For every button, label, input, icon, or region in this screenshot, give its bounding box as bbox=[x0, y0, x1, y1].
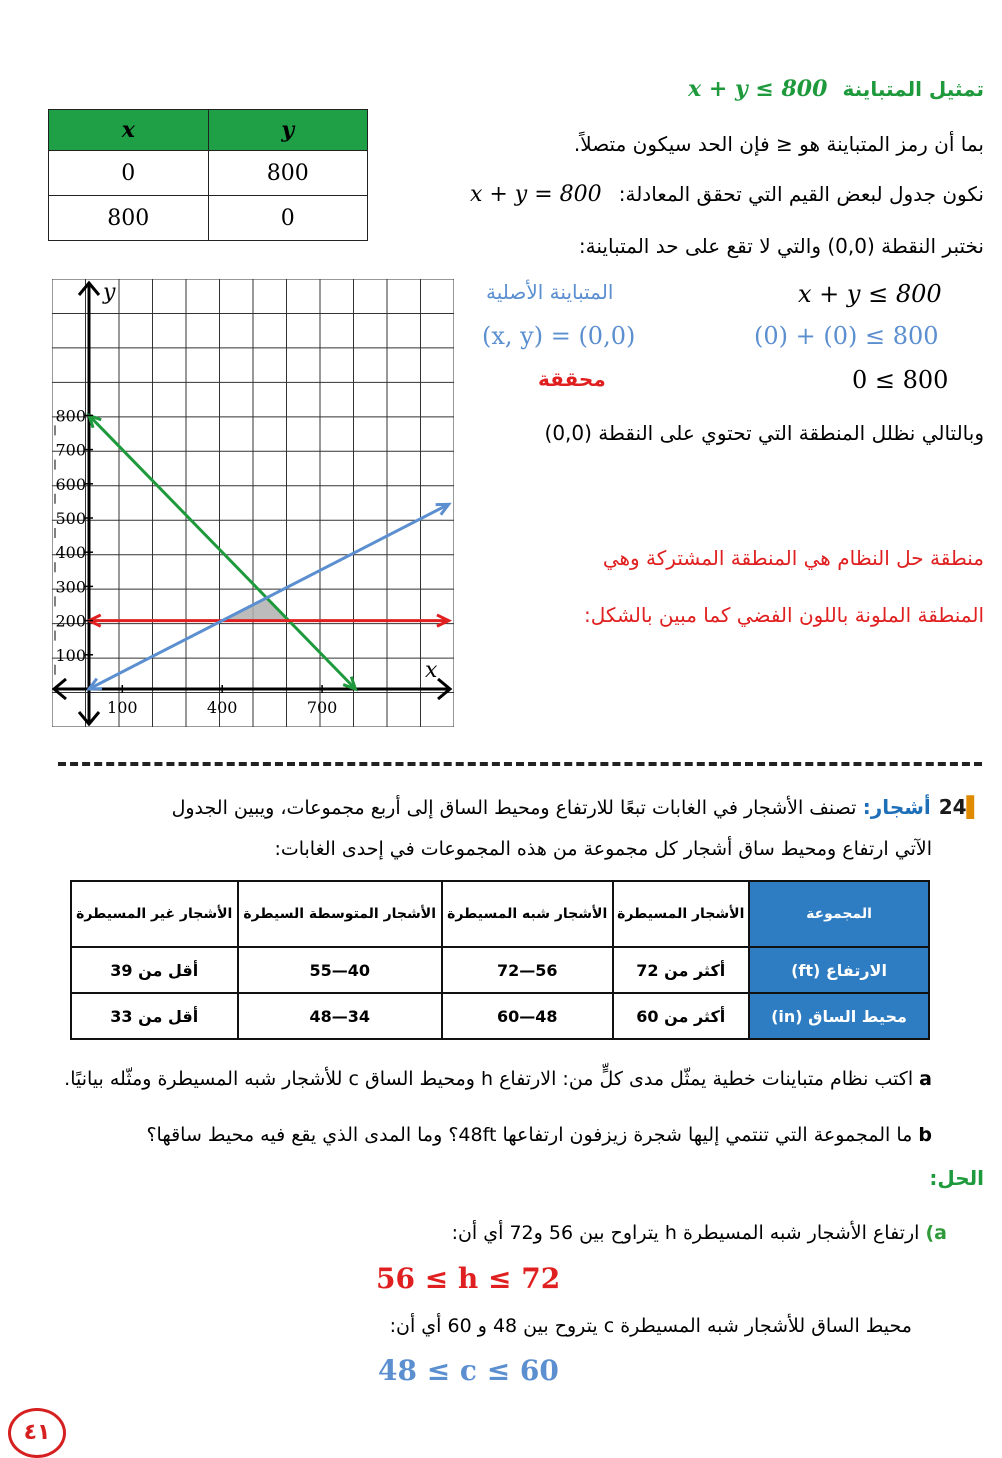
section-title-ar: تمثيل المتباينة bbox=[842, 77, 984, 101]
inequality-c: 48 ≤ c ≤ 60 bbox=[378, 1354, 559, 1387]
row-label-circumference: محيط الساق (in) bbox=[749, 993, 929, 1039]
text-line-3: نختبر النقطة (0,0) والتي لا تقع على حد المتباينة: bbox=[578, 234, 984, 258]
solution-c-line bbox=[390, 1315, 912, 1337]
question-a bbox=[64, 1068, 932, 1090]
check-right-3: 0 ≤ 800 bbox=[852, 366, 949, 394]
xy-cell: 800 bbox=[49, 196, 209, 241]
xy-cell: 0 bbox=[208, 196, 368, 241]
table-cell: أقل من 33 bbox=[71, 993, 238, 1039]
check-left-3: محققة bbox=[538, 367, 606, 391]
table-row bbox=[71, 993, 929, 1039]
text-line-1: بما أن رمز المتباينة هو ≤ فإن الحد سيكون متصلاً. bbox=[573, 132, 984, 156]
table-cell: 56—72 bbox=[442, 947, 613, 993]
question-a-label: a bbox=[919, 1068, 932, 1090]
y-tick-label: 100 bbox=[55, 645, 86, 665]
graph-line-blue bbox=[89, 504, 449, 689]
xy-header-x: x bbox=[49, 110, 209, 151]
xy-cell: 0 bbox=[49, 151, 209, 196]
solution-c-text: محيط الساق للأشجار شبه المسيطرة c يتروح بين 48 و 60 أي أن: bbox=[389, 1315, 912, 1337]
x-tick-label: 100 bbox=[107, 698, 138, 717]
y-tick-label: 400 bbox=[55, 543, 86, 563]
check-left-2: (x, y) = (0,0) bbox=[482, 322, 636, 350]
inequality-graph bbox=[52, 279, 454, 727]
dashed-separator bbox=[58, 762, 982, 766]
text-line-2 bbox=[470, 182, 984, 207]
y-tick-label: 600 bbox=[55, 474, 86, 494]
section-title-math: x + y ≤ 800 bbox=[688, 76, 828, 102]
solution-a-label: a) bbox=[925, 1222, 947, 1244]
solution-title: الحل: bbox=[929, 1166, 984, 1190]
question-b-label: b bbox=[918, 1124, 932, 1146]
question-b bbox=[146, 1124, 932, 1146]
table-cell: 48—60 bbox=[442, 993, 613, 1039]
table-cell: 40—55 bbox=[238, 947, 442, 993]
y-tick-label: 200 bbox=[55, 611, 86, 631]
row-label-height: الارتفاع (ft) bbox=[749, 947, 929, 993]
table-cell: 34—48 bbox=[238, 993, 442, 1039]
text-line-4: وبالتالي نظلل المنطقة التي تحتوي على النقطة (0,0) bbox=[544, 421, 984, 445]
table-cell: أقل من 39 bbox=[71, 947, 238, 993]
y-tick-label: 700 bbox=[55, 440, 86, 460]
y-tick-label: 500 bbox=[55, 509, 86, 528]
problem-topic: أشجار: bbox=[862, 795, 931, 819]
graph-line-green bbox=[89, 415, 355, 689]
inequality-h: 56 ≤ h ≤ 72 bbox=[376, 1262, 561, 1295]
question-a-text: اكتب نظام متباينات خطية يمثّل مدى كلٍّ من: الارتفاع h ومحيط الساق c للأشجار شبه المسيطرة ومثّله بيانيًا. bbox=[64, 1068, 914, 1090]
graph-grid bbox=[52, 279, 454, 727]
tree-table-group: الأشجار شبه المسيطرة bbox=[442, 881, 613, 947]
region-text-1: منطقة حل النظام هي المنطقة المشتركة وهي bbox=[602, 546, 984, 570]
xy-header-y: y bbox=[208, 110, 368, 151]
solution-a-text: ارتفاع الأشجار شبه المسيطرة h يتراوح بين 56 و72 أي أن: bbox=[451, 1222, 920, 1244]
table-row bbox=[71, 947, 929, 993]
tree-table-group: الأشجار المتوسطة السيطرة bbox=[238, 881, 442, 947]
table-cell: أكثر من 72 bbox=[613, 947, 749, 993]
check-right-1: x + y ≤ 800 bbox=[798, 280, 942, 308]
table-cell: أكثر من 60 bbox=[613, 993, 749, 1039]
problem-text-2: الآتي ارتفاع ومحيط ساق أشجار كل مجموعة من هذه المجموعات في إحدى الغابات: bbox=[274, 838, 932, 860]
text-line-2-math: x + y = 800 bbox=[469, 182, 602, 207]
text-line-2-ar: نكون جدول لبعض القيم التي تحقق المعادلة: bbox=[618, 182, 984, 206]
x-tick-label: 700 bbox=[306, 698, 338, 717]
tree-table-group: الأشجار غير المسيطرة bbox=[71, 881, 238, 947]
table-row bbox=[49, 196, 368, 241]
tree-table-group: الأشجار المسيطرة bbox=[613, 881, 749, 947]
x-tick-label: 400 bbox=[206, 698, 238, 717]
question-b-text: ما المجموعة التي تنتمي إليها شجرة زيزفون ارتفاعها 48ft؟ وما المدى الذي يقع فيه محيط ساقها؟ bbox=[146, 1124, 913, 1146]
axis-ticks bbox=[55, 406, 337, 717]
plot-lines bbox=[89, 415, 449, 689]
y-tick-label: 800 bbox=[55, 406, 86, 426]
xy-cell: 800 bbox=[208, 151, 368, 196]
section-title bbox=[688, 76, 984, 102]
tree-table bbox=[70, 880, 930, 1040]
x-axis-label: x bbox=[425, 658, 438, 683]
tree-table-header: المجموعة bbox=[749, 881, 929, 947]
problem-marker: ▌ bbox=[966, 795, 982, 819]
check-right-2: (0) + (0) ≤ 800 bbox=[754, 322, 939, 350]
problem-number: 24 bbox=[938, 795, 967, 819]
y-axis-label: y bbox=[103, 280, 116, 305]
y-tick-label: 300 bbox=[55, 577, 86, 597]
region-text-2: المنطقة الملونة باللون الفضي كما مبين بالشكل: bbox=[584, 603, 984, 627]
xy-table bbox=[48, 109, 368, 241]
page-number: ٤١ bbox=[8, 1408, 66, 1458]
table-row bbox=[49, 151, 368, 196]
problem-line-1 bbox=[172, 795, 982, 819]
problem-text-1: تصنف الأشجار في الغابات تبعًا للارتفاع ومحيط الساق إلى أربع مجموعات، ويبين الجدول bbox=[171, 797, 857, 819]
solution-a bbox=[452, 1222, 947, 1244]
check-left-1: المتباينة الأصلية bbox=[486, 280, 614, 304]
